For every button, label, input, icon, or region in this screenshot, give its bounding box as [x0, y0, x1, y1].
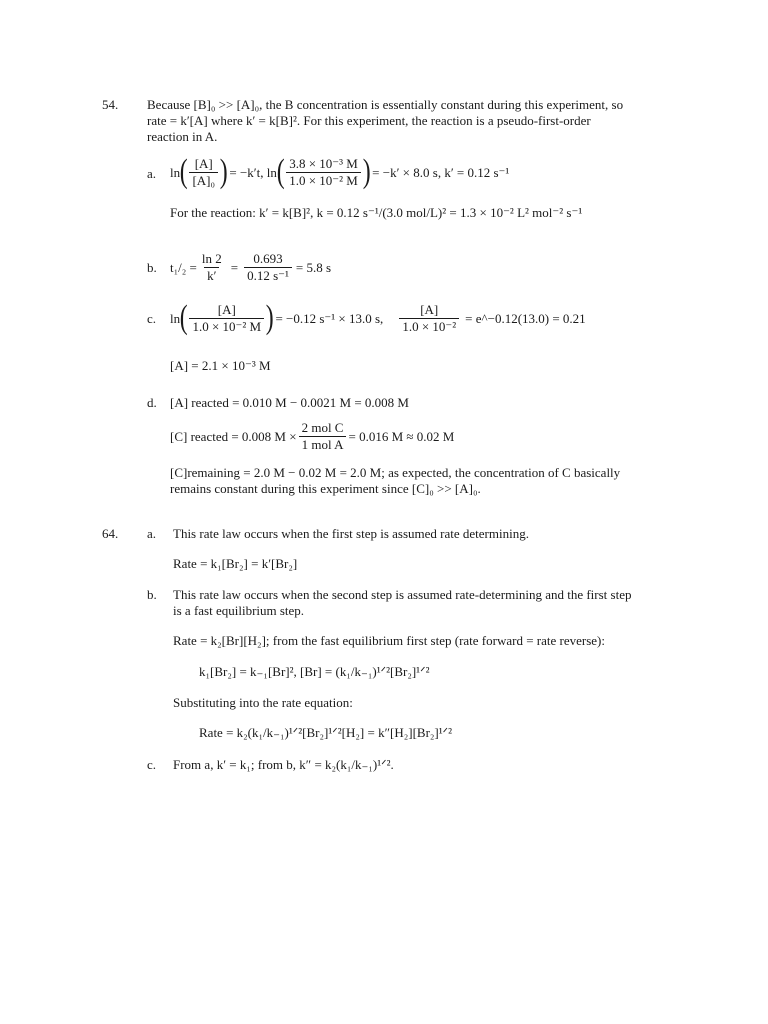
part-64a-marker: a. [147, 526, 157, 541]
part-54d-marker: d. [147, 395, 157, 410]
fraction-a-over-initial: $\frac{[A]}{\text{1.0 × 10⁻² M}}$ [189, 303, 264, 334]
fraction-a-over-a0: $\frac{[A]}{\text{[A]₀}}$ [189, 157, 218, 188]
part-54a-reaction-line: For the reaction: k′ = k[B]², k = 0.12 s⁻¹/(3.0 mol/L)² = 1.3 × 10⁻² L² mol⁻² s⁻¹ [170, 205, 583, 220]
part-54b-marker: b. [147, 260, 157, 275]
part-64a-text: This rate law occurs when the first step is assumed rate determining. [173, 526, 529, 541]
part-54c-equation: ln ( $\frac{[A]}{\text{1.0 × 10⁻² M}}$ ) = −0.12 s⁻¹ × 13.0 s, $\frac{[A]}{\text{1.0 × 10⁻²}}$ = e^−0.12(13.0) = 0.21 [170, 299, 586, 336]
part-64b-text-line-2: is a fast equilibrium step. [173, 603, 305, 618]
problem-54-intro-line-2: rate = k′[A] where k′ = k[B]². For this experiment, the reaction is a pseudo-first-order [147, 113, 591, 128]
part-64b-marker: b. [147, 587, 157, 602]
fraction-0693-over-k: $\frac{0.693}{\text{0.12 s⁻¹}}$ [244, 252, 292, 283]
part-54c-result: [A] = 2.1 × 10⁻³ M [170, 358, 271, 373]
part-54b-equation: t₁/₂ = $\frac{\ln 2}{k'}$ = $\frac{0.693}{\text{0.12 s⁻¹}}$ = 5.8 s [170, 250, 332, 283]
problem-54-number: 54. [102, 97, 119, 112]
fraction-concentration-ratio: $\frac{\text{3.8 × 10⁻³ M}}{\text{1.0 × 10⁻² M}}$ [286, 157, 361, 188]
part-64c-marker: c. [147, 757, 157, 772]
part-64b-substitution-text: Substituting into the rate equation: [173, 695, 353, 710]
part-54d-line-1: [A] reacted = 0.010 M − 0.0021 M = 0.008 M [170, 395, 409, 410]
part-64b-equation-2: k₁[Br₂] = k₋₁[Br]², [Br] = (k₁/k₋₁)¹ᐟ²[Br₂]¹ᐟ² [199, 664, 430, 679]
problem-64-number: 64. [102, 526, 119, 541]
part-54d-line-4: remains constant during this experiment since [C]₀ >> [A]₀. [170, 481, 481, 496]
fraction-a-over-initial-2: $\frac{[A]}{\text{1.0 × 10⁻²}}$ [399, 303, 459, 334]
ln-label: ln [170, 164, 181, 180]
equation-end: = −k′ × 8.0 s, k′ = 0.12 s⁻¹ [372, 164, 510, 180]
part-54a-equation: ln ( $\frac{[A]}{\text{[A]₀}}$ ) = −k′t, ln ( $\frac{\text{3.8 × 10⁻³ M}}{\text{1.0 × 10⁻² M}}$ ) = −k′ × 8.0 s, k′ = 0.12 s⁻¹ [170, 153, 510, 190]
part-64c-text: From a, k′ = k₁; from b, k″ = k₂(k₁/k₋₁)¹ᐟ². [173, 757, 394, 772]
problem-54-intro-line-1: Because [B]₀ >> [A]₀, the B concentration is essentially constant during this experiment, so [147, 97, 624, 112]
fraction-ln2-over-k: $\frac{\ln 2}{k'}$ [201, 250, 222, 283]
part-54a-marker: a. [147, 166, 157, 181]
problem-54-intro-line-3: reaction in A. [147, 129, 218, 144]
part-54d-line-3: [C]remaining = 2.0 M − 0.02 M = 2.0 M; as expected, the concentration of C basically [170, 465, 621, 480]
part-64b-text-line-1: This rate law occurs when the second step is assumed rate-determining and the first step [173, 587, 632, 602]
part-54c-marker: c. [147, 311, 157, 326]
fraction-mol-ratio: $\frac{\text{2 mol C}}{\text{1 mol A}}$ [299, 421, 347, 452]
half-life-lhs: t₁/₂ = [170, 259, 197, 275]
part-64b-equation-1: Rate = k₂[Br][H₂]; from the fast equilibrium first step (rate forward = rate reverse): [173, 633, 605, 648]
equation-middle: = −k′t, ln [229, 164, 277, 180]
part-64b-equation-3: Rate = k₂(k₁/k₋₁)¹ᐟ²[Br₂]¹ᐟ²[H₂] = k″[H₂][Br₂]¹ᐟ² [199, 725, 453, 740]
part-64a-equation: Rate = k₁[Br₂] = k′[Br₂] [173, 556, 298, 571]
part-54d-line-2: [C] reacted = 0.008 M × $\frac{\text{2 mol C}}{\text{1 mol A}}$ = 0.016 M ≈ 0.02 M [170, 419, 455, 452]
